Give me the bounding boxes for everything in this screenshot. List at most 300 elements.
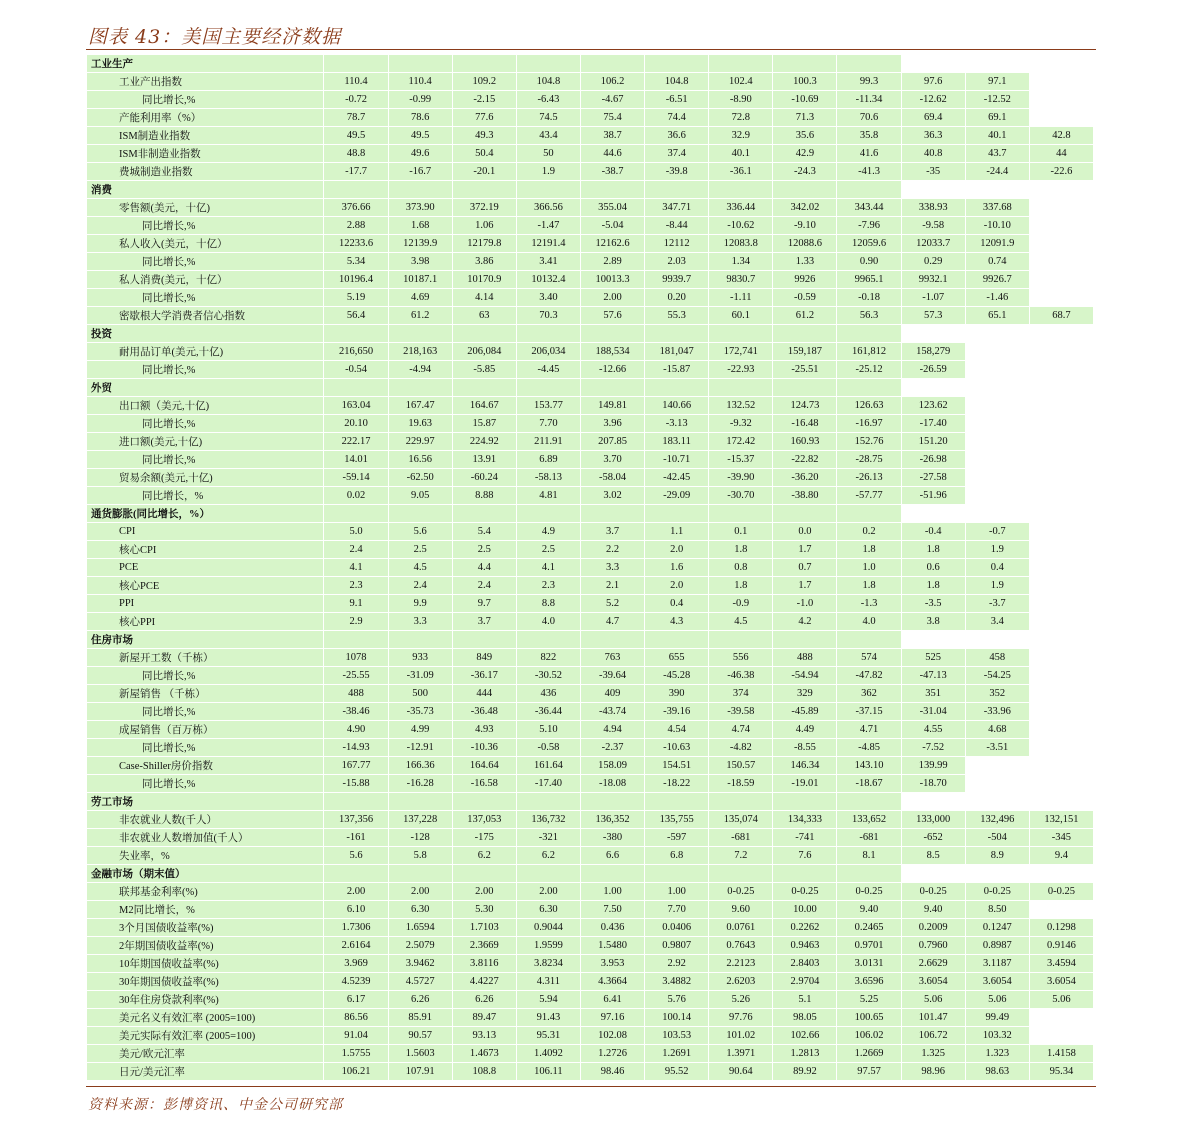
value-cell <box>965 757 1029 775</box>
value-cell: 4.93 <box>452 721 516 739</box>
value-cell: -681 <box>709 829 773 847</box>
value-cell: -4.45 <box>516 361 580 379</box>
value-cell: 12162.6 <box>580 235 644 253</box>
table-row <box>87 343 1094 361</box>
value-cell: 0.2009 <box>901 919 965 937</box>
value-cell: 352 <box>965 685 1029 703</box>
value-cell: 12091.9 <box>965 235 1029 253</box>
value-cell: 13.91 <box>452 451 516 469</box>
value-cell: 373.90 <box>388 199 452 217</box>
value-cell: -3.13 <box>645 415 709 433</box>
value-cell <box>1029 667 1093 685</box>
value-cell <box>965 397 1029 415</box>
value-cell <box>1029 379 1093 397</box>
value-cell: 172,741 <box>709 343 773 361</box>
value-cell: -4.94 <box>388 361 452 379</box>
value-cell: 3.6054 <box>901 973 965 991</box>
value-cell: 1.4673 <box>452 1045 516 1063</box>
value-cell: -62.50 <box>388 469 452 487</box>
value-cell: 4.1 <box>516 559 580 577</box>
value-cell: -6.43 <box>516 91 580 109</box>
value-cell <box>1029 685 1093 703</box>
value-cell: 4.14 <box>452 289 516 307</box>
value-cell: 133,652 <box>837 811 901 829</box>
table-row <box>87 685 1094 703</box>
value-cell: 6.26 <box>388 991 452 1009</box>
value-cell: 376.66 <box>324 199 388 217</box>
value-cell: -59.14 <box>324 469 388 487</box>
value-cell <box>965 325 1029 343</box>
value-cell: -38.80 <box>773 487 837 505</box>
value-cell: 159,187 <box>773 343 837 361</box>
value-cell: -2.37 <box>580 739 644 757</box>
row-label: 美元/欧元汇率 <box>87 1045 324 1063</box>
value-cell: 0.7960 <box>901 937 965 955</box>
value-cell: 3.6054 <box>965 973 1029 991</box>
value-cell: 49.6 <box>388 145 452 163</box>
value-cell: 1.06 <box>452 217 516 235</box>
value-cell <box>773 631 837 649</box>
table-row <box>87 559 1094 577</box>
value-cell: 9.7 <box>452 595 516 613</box>
table-row <box>87 667 1094 685</box>
value-cell: 140.66 <box>645 397 709 415</box>
value-cell: 9932.1 <box>901 271 965 289</box>
value-cell: 4.81 <box>516 487 580 505</box>
value-cell <box>324 325 388 343</box>
value-cell: 5.26 <box>709 991 773 1009</box>
value-cell: 137,356 <box>324 811 388 829</box>
value-cell: 104.8 <box>516 73 580 91</box>
value-cell <box>773 325 837 343</box>
value-cell: -39.8 <box>645 163 709 181</box>
table-row <box>87 1027 1094 1045</box>
row-label: 非农就业人数增加值(千人） <box>87 829 324 847</box>
value-cell: 143.10 <box>837 757 901 775</box>
value-cell: 7.50 <box>580 901 644 919</box>
value-cell: -7.52 <box>901 739 965 757</box>
value-cell: -36.48 <box>452 703 516 721</box>
value-cell <box>388 55 452 73</box>
value-cell: 6.2 <box>516 847 580 865</box>
row-label: 同比增长,% <box>87 451 324 469</box>
value-cell: 91.43 <box>516 1009 580 1027</box>
value-cell: 106.21 <box>324 1063 388 1081</box>
value-cell: 3.4882 <box>645 973 709 991</box>
value-cell: 336.44 <box>709 199 773 217</box>
value-cell: -18.22 <box>645 775 709 793</box>
value-cell: -26.13 <box>837 469 901 487</box>
value-cell: 150.57 <box>709 757 773 775</box>
value-cell <box>516 325 580 343</box>
value-cell: -10.62 <box>709 217 773 235</box>
value-cell: -5.85 <box>452 361 516 379</box>
value-cell: 103.32 <box>965 1027 1029 1045</box>
value-cell: 4.0 <box>516 613 580 631</box>
value-cell: 4.5727 <box>388 973 452 991</box>
value-cell <box>837 325 901 343</box>
value-cell: 3.3 <box>580 559 644 577</box>
value-cell: 574 <box>837 649 901 667</box>
value-cell: 100.3 <box>773 73 837 91</box>
value-cell: 151.20 <box>901 433 965 451</box>
table-row <box>87 271 1094 289</box>
section-label: 金融市场（期末值） <box>87 865 324 883</box>
value-cell <box>901 325 965 343</box>
value-cell: 109.2 <box>452 73 516 91</box>
value-cell: 1.33 <box>773 253 837 271</box>
value-cell: -16.48 <box>773 415 837 433</box>
table-row <box>87 757 1094 775</box>
value-cell: 229.97 <box>388 433 452 451</box>
value-cell: 136,352 <box>580 811 644 829</box>
value-cell: -38.46 <box>324 703 388 721</box>
value-cell <box>1029 739 1093 757</box>
value-cell: 102.08 <box>580 1027 644 1045</box>
value-cell <box>516 865 580 883</box>
value-cell <box>1029 109 1093 127</box>
value-cell: -6.51 <box>645 91 709 109</box>
value-cell <box>965 379 1029 397</box>
value-cell <box>709 505 773 523</box>
value-cell <box>773 379 837 397</box>
value-cell: 183.11 <box>645 433 709 451</box>
value-cell: 0.0 <box>773 523 837 541</box>
value-cell: 4.69 <box>388 289 452 307</box>
value-cell: -15.87 <box>645 361 709 379</box>
value-cell: -10.71 <box>645 451 709 469</box>
value-cell: -41.3 <box>837 163 901 181</box>
value-cell: -128 <box>388 829 452 847</box>
value-cell: -14.93 <box>324 739 388 757</box>
section-label: 通货膨胀(同比增长，%） <box>87 505 324 523</box>
value-cell: -3.51 <box>965 739 1029 757</box>
value-cell: 1.6594 <box>388 919 452 937</box>
value-cell <box>1029 415 1093 433</box>
value-cell: 0.9701 <box>837 937 901 955</box>
value-cell: 14.01 <box>324 451 388 469</box>
value-cell <box>965 55 1029 73</box>
value-cell: -8.44 <box>645 217 709 235</box>
table-row <box>87 973 1094 991</box>
value-cell: 32.9 <box>709 127 773 145</box>
value-cell: 135,074 <box>709 811 773 829</box>
value-cell <box>709 631 773 649</box>
value-cell: 0-0.25 <box>773 883 837 901</box>
value-cell <box>1029 469 1093 487</box>
value-cell: 65.1 <box>965 307 1029 325</box>
value-cell: 4.9 <box>516 523 580 541</box>
value-cell: 1.34 <box>709 253 773 271</box>
value-cell: 9.4 <box>1029 847 1093 865</box>
value-cell <box>645 793 709 811</box>
value-cell: 3.6596 <box>837 973 901 991</box>
value-cell: 2.5 <box>452 541 516 559</box>
value-cell <box>837 379 901 397</box>
value-cell: 6.2 <box>452 847 516 865</box>
value-cell <box>901 55 965 73</box>
row-label: 工业产出指数 <box>87 73 324 91</box>
value-cell: 2.4 <box>324 541 388 559</box>
value-cell <box>388 325 452 343</box>
bottom-rule <box>86 1086 1096 1087</box>
value-cell <box>1029 289 1093 307</box>
value-cell: 0.2 <box>837 523 901 541</box>
value-cell: 3.3 <box>388 613 452 631</box>
table-row <box>87 937 1094 955</box>
value-cell: 55.3 <box>645 307 709 325</box>
value-cell: 99.3 <box>837 73 901 91</box>
value-cell: 44 <box>1029 145 1093 163</box>
value-cell: 89.92 <box>773 1063 837 1081</box>
value-cell: 1.6 <box>645 559 709 577</box>
value-cell: 49.5 <box>324 127 388 145</box>
value-cell: 0.2465 <box>837 919 901 937</box>
value-cell: 98.96 <box>901 1063 965 1081</box>
value-cell: 71.3 <box>773 109 837 127</box>
value-cell: 6.10 <box>324 901 388 919</box>
value-cell: 43.4 <box>516 127 580 145</box>
value-cell <box>324 865 388 883</box>
value-cell <box>645 379 709 397</box>
value-cell <box>452 181 516 199</box>
value-cell: 3.8234 <box>516 955 580 973</box>
value-cell: 38.7 <box>580 127 644 145</box>
value-cell: 77.6 <box>452 109 516 127</box>
table-row <box>87 1063 1094 1081</box>
value-cell: 4.4 <box>452 559 516 577</box>
value-cell: 1.2669 <box>837 1045 901 1063</box>
value-cell: 12179.8 <box>452 235 516 253</box>
value-cell <box>1029 181 1093 199</box>
value-cell <box>1029 433 1093 451</box>
value-cell: -4.67 <box>580 91 644 109</box>
value-cell: 37.4 <box>645 145 709 163</box>
value-cell: 164.64 <box>452 757 516 775</box>
value-cell: 126.63 <box>837 397 901 415</box>
value-cell <box>1029 649 1093 667</box>
value-cell: -3.5 <box>901 595 965 613</box>
value-cell: -4.82 <box>709 739 773 757</box>
value-cell: 6.8 <box>645 847 709 865</box>
value-cell: 3.953 <box>580 955 644 973</box>
value-cell: 40.8 <box>901 145 965 163</box>
row-label: PCE <box>87 559 324 577</box>
value-cell: 0.0761 <box>709 919 773 937</box>
value-cell: 4.3664 <box>580 973 644 991</box>
value-cell: -35 <box>901 163 965 181</box>
value-cell: 216,650 <box>324 343 388 361</box>
value-cell: 102.66 <box>773 1027 837 1045</box>
value-cell: -29.09 <box>645 487 709 505</box>
value-cell: 9.60 <box>709 901 773 919</box>
value-cell: 3.4 <box>965 613 1029 631</box>
value-cell: 9.9 <box>388 595 452 613</box>
value-cell: -10.63 <box>645 739 709 757</box>
value-cell: 342.02 <box>773 199 837 217</box>
value-cell <box>388 631 452 649</box>
value-cell: 107.91 <box>388 1063 452 1081</box>
value-cell: 5.6 <box>388 523 452 541</box>
value-cell: 49.3 <box>452 127 516 145</box>
value-cell: 2.00 <box>324 883 388 901</box>
value-cell: 149.81 <box>580 397 644 415</box>
value-cell: 436 <box>516 685 580 703</box>
value-cell: 2.8403 <box>773 955 837 973</box>
value-cell: 3.0131 <box>837 955 901 973</box>
value-cell: -3.7 <box>965 595 1029 613</box>
value-cell: -16.58 <box>452 775 516 793</box>
value-cell: 218,163 <box>388 343 452 361</box>
row-label: 零售额(美元，十亿) <box>87 199 324 217</box>
value-cell: 7.2 <box>709 847 773 865</box>
value-cell: -60.24 <box>452 469 516 487</box>
value-cell <box>1029 1009 1093 1027</box>
value-cell <box>1029 55 1093 73</box>
value-cell: -22.82 <box>773 451 837 469</box>
value-cell <box>516 505 580 523</box>
section-header-row <box>87 181 1094 199</box>
value-cell: -20.1 <box>452 163 516 181</box>
value-cell: -0.54 <box>324 361 388 379</box>
value-cell: 106.2 <box>580 73 644 91</box>
value-cell: 35.8 <box>837 127 901 145</box>
value-cell: -58.04 <box>580 469 644 487</box>
value-cell: -36.20 <box>773 469 837 487</box>
value-cell <box>965 487 1029 505</box>
value-cell: 97.1 <box>965 73 1029 91</box>
value-cell <box>837 631 901 649</box>
value-cell: 4.94 <box>580 721 644 739</box>
row-label: ISM制造业指数 <box>87 127 324 145</box>
row-label: 新屋开工数（千栋） <box>87 649 324 667</box>
value-cell: 5.06 <box>965 991 1029 1009</box>
row-label: 私人收入(美元，十亿） <box>87 235 324 253</box>
value-cell: 5.1 <box>773 991 837 1009</box>
table-row <box>87 235 1094 253</box>
value-cell: 98.63 <box>965 1063 1029 1081</box>
value-cell: 42.9 <box>773 145 837 163</box>
value-cell: 163.04 <box>324 397 388 415</box>
value-cell: 123.62 <box>901 397 965 415</box>
value-cell: 132.52 <box>709 397 773 415</box>
value-cell <box>965 793 1029 811</box>
value-cell: -51.96 <box>901 487 965 505</box>
value-cell: 1.3971 <box>709 1045 773 1063</box>
value-cell: 3.41 <box>516 253 580 271</box>
value-cell: -58.13 <box>516 469 580 487</box>
value-cell <box>324 181 388 199</box>
table-row <box>87 163 1094 181</box>
table-row <box>87 433 1094 451</box>
value-cell: 5.2 <box>580 595 644 613</box>
value-cell: -30.70 <box>709 487 773 505</box>
value-cell: 3.96 <box>580 415 644 433</box>
value-cell: 1.325 <box>901 1045 965 1063</box>
value-cell: -24.4 <box>965 163 1029 181</box>
row-label: 日元/美元汇率 <box>87 1063 324 1081</box>
value-cell: 10013.3 <box>580 271 644 289</box>
value-cell: 102.4 <box>709 73 773 91</box>
value-cell: 110.4 <box>324 73 388 91</box>
value-cell <box>516 181 580 199</box>
value-cell: 3.86 <box>452 253 516 271</box>
figure-title: 图表 43：美国主要经济数据 <box>88 26 342 48</box>
table-row <box>87 487 1094 505</box>
value-cell: 3.1187 <box>965 955 1029 973</box>
value-cell: -30.52 <box>516 667 580 685</box>
row-label: 产能利用率（%） <box>87 109 324 127</box>
value-cell: 525 <box>901 649 965 667</box>
value-cell <box>773 505 837 523</box>
row-label: 出口额（美元,十亿) <box>87 397 324 415</box>
value-cell: -10.69 <box>773 91 837 109</box>
value-cell: 355.04 <box>580 199 644 217</box>
value-cell: 12033.7 <box>901 235 965 253</box>
value-cell <box>965 343 1029 361</box>
section-header-row <box>87 379 1094 397</box>
value-cell <box>580 325 644 343</box>
value-cell: -1.0 <box>773 595 837 613</box>
row-label: 同比增长,% <box>87 91 324 109</box>
value-cell: 655 <box>645 649 709 667</box>
value-cell: 132,151 <box>1029 811 1093 829</box>
value-cell: 3.02 <box>580 487 644 505</box>
value-cell: 0.1 <box>709 523 773 541</box>
value-cell: 106.72 <box>901 1027 965 1045</box>
value-cell: 86.56 <box>324 1009 388 1027</box>
row-label: 美元实际有效汇率 (2005=100) <box>87 1027 324 1045</box>
value-cell: -175 <box>452 829 516 847</box>
table-row <box>87 199 1094 217</box>
section-header-row <box>87 55 1094 73</box>
value-cell: -12.91 <box>388 739 452 757</box>
value-cell: 104.8 <box>645 73 709 91</box>
value-cell: 2.00 <box>580 289 644 307</box>
value-cell: 35.6 <box>773 127 837 145</box>
value-cell <box>1029 577 1093 595</box>
value-cell: 1.8 <box>901 541 965 559</box>
value-cell <box>965 361 1029 379</box>
table-row <box>87 109 1094 127</box>
value-cell <box>645 55 709 73</box>
value-cell <box>452 631 516 649</box>
value-cell: -1.46 <box>965 289 1029 307</box>
section-label: 工业生产 <box>87 55 324 73</box>
value-cell: 1.8 <box>901 577 965 595</box>
value-cell: -597 <box>645 829 709 847</box>
value-cell: 1.8 <box>837 577 901 595</box>
value-cell: 8.1 <box>837 847 901 865</box>
value-cell: 146.34 <box>773 757 837 775</box>
value-cell: 3.969 <box>324 955 388 973</box>
value-cell: 8.88 <box>452 487 516 505</box>
value-cell: 5.76 <box>645 991 709 1009</box>
value-cell <box>645 325 709 343</box>
row-label: 同比增长,% <box>87 703 324 721</box>
value-cell <box>452 55 516 73</box>
value-cell: 5.6 <box>324 847 388 865</box>
value-cell <box>1029 235 1093 253</box>
value-cell: -9.58 <box>901 217 965 235</box>
value-cell: -39.90 <box>709 469 773 487</box>
section-header-row <box>87 325 1094 343</box>
value-cell: 12139.9 <box>388 235 452 253</box>
value-cell <box>324 631 388 649</box>
value-cell: -15.37 <box>709 451 773 469</box>
value-cell: 90.64 <box>709 1063 773 1081</box>
value-cell: 78.6 <box>388 109 452 127</box>
